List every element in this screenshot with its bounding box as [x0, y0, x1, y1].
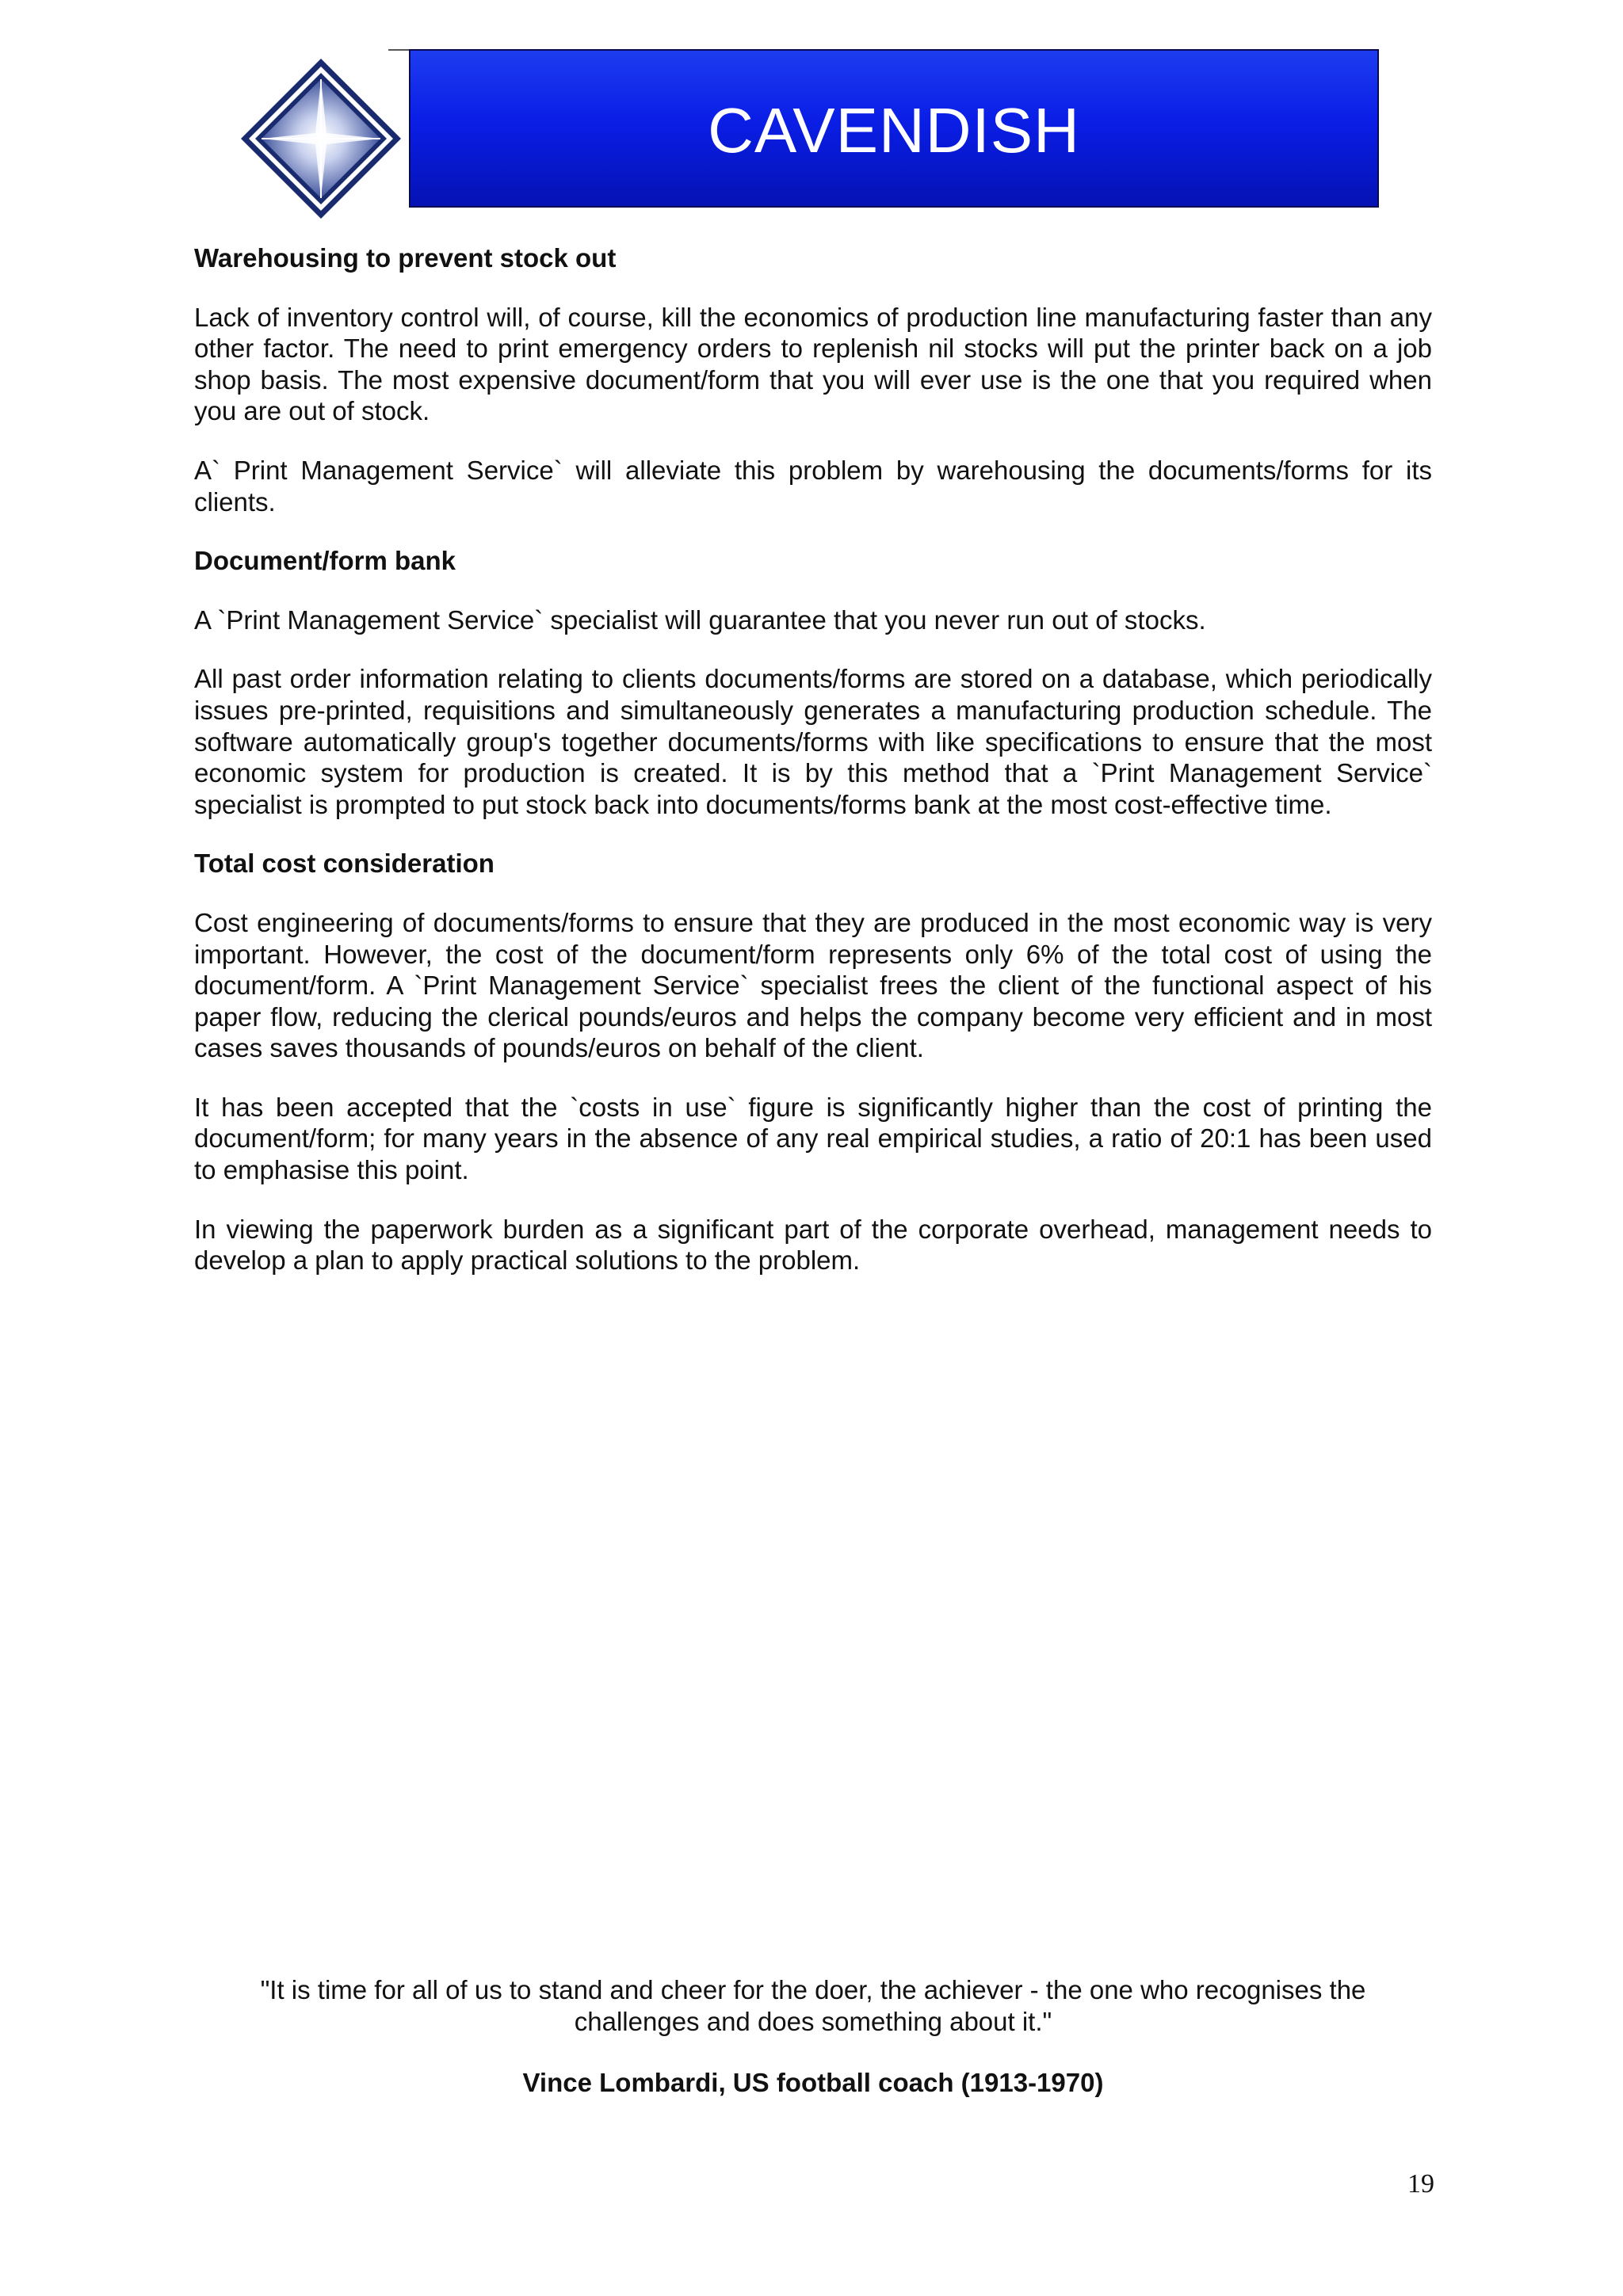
- closing-quote: [194, 1974, 1432, 2037]
- body-paragraph: Lack of inventory control will, of course, kill the economics of production line manufacturing faster than any other factor. The need to print emergency orders to replenish nil stocks will put the printer back on a job shop basis. The most expensive document/form that you will ever use is the one that you required when you are out of stock.: [194, 302, 1432, 426]
- body-paragraph: A` Print Management Service` will alleviate this problem by warehousing the documents/forms for its clients.: [194, 455, 1432, 517]
- body-paragraph: In viewing the paperwork burden as a significant part of the corporate overhead, management needs to develop a plan to apply practical solutions to the problem.: [194, 1214, 1432, 1276]
- header-banner: [409, 49, 1379, 208]
- section-heading: Total cost consideration: [194, 849, 495, 879]
- quote-line: challenges and does something about it.": [574, 2006, 1052, 2036]
- quote-attribution: Vince Lombardi, US football coach (1913-1970): [522, 2068, 1104, 2097]
- banner-top-rule: [388, 49, 411, 51]
- section-heading: Warehousing to prevent stock out: [194, 243, 617, 273]
- body-paragraph: It has been accepted that the `costs in use` figure is significantly higher than the cost of printing the document/form; for many years in the absence of any real empirical studies, a ratio of 20:1 has been used to emphasise this point.: [194, 1092, 1432, 1185]
- body-paragraph: All past order information relating to clients documents/forms are stored on a database, which periodically issues pre-printed, requisitions and simultaneously generates a manufacturing production schedule. The software automatically group's together documents/forms with like specifications to ensure that the most economic system for production is created. It is by this method that a `Print Management Service` specialist is prompted to put stock back into documents/forms bank at the most cost-effective time.: [194, 664, 1432, 819]
- quote-line: "It is time for all of us to stand and cheer for the doer, the achiever - the one who recognises the: [260, 1975, 1366, 2004]
- page-number: 19: [1407, 2169, 1434, 2199]
- cavendish-logo-icon: [238, 55, 404, 222]
- company-title: CAVENDISH: [708, 95, 1080, 166]
- document-body: [194, 242, 1432, 1304]
- body-paragraph: A `Print Management Service` specialist will guarantee that you never run out of stocks.: [194, 605, 1206, 635]
- section-heading: Document/form bank: [194, 546, 456, 576]
- body-paragraph: Cost engineering of documents/forms to ensure that they are produced in the most economic way is very important. However, the cost of the document/form represents only 6% of the total cost of using the document/form. A `Print Management Service` specialist frees the client of the functional aspect of his paper flow, reducing the clerical pounds/euros and helps the company become very efficient and in most cases saves thousands of pounds/euros on behalf of the client.: [194, 907, 1432, 1063]
